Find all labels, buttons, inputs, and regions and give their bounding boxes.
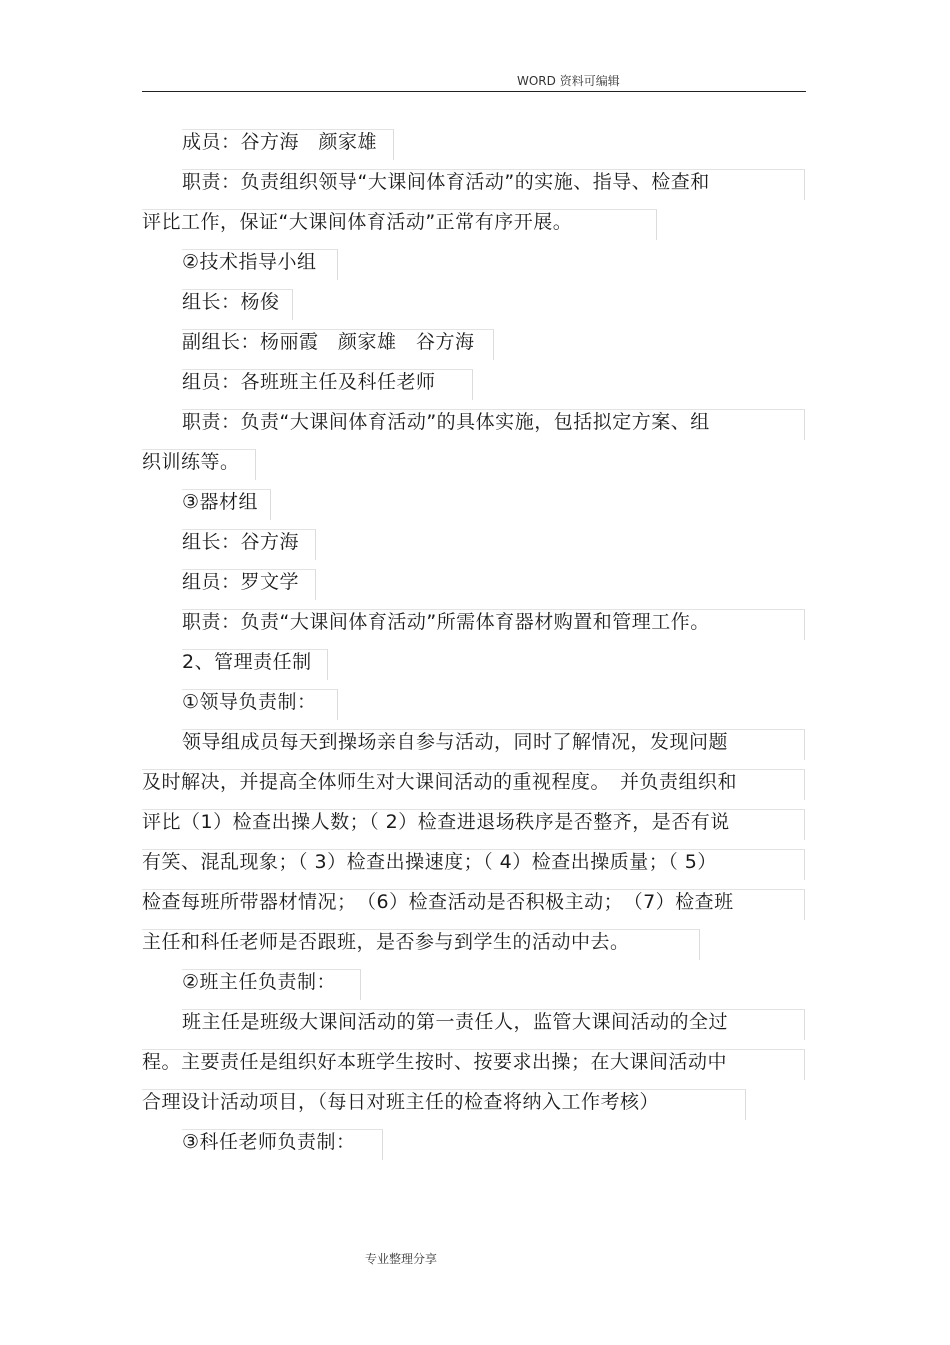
text-line: 评比（1）检查出操人数；（ 2）检查进退场秩序是否整齐，是否有说 [142, 811, 730, 833]
text-line: 有笑、混乱现象；（ 3）检查出操速度；（ 4）检查出操质量；（ 5） [142, 851, 717, 873]
text-line: ③器材组 [182, 491, 259, 513]
text-line: 组员：各班班主任及科任老师 [182, 371, 436, 393]
text-line: 职责：负责组织领导“大课间体育活动”的实施、指导、检查和 [182, 171, 710, 193]
text-line: 评比工作，保证“大课间体育活动”正常有序开展。 [142, 211, 573, 233]
text-line: 成员：谷方海 颜家雄 [182, 131, 378, 153]
page-header: WORD 资料可编辑 [517, 74, 620, 88]
text-line: 合理设计活动项目，（每日对班主任的检查将纳入工作考核） [142, 1091, 660, 1113]
page-footer: 专业整理分享 [365, 1252, 438, 1266]
header-rule [142, 91, 806, 92]
text-line: 副组长：杨丽霞 颜家雄 谷方海 [182, 331, 475, 353]
text-line: ②班主任负责制： [182, 971, 337, 993]
text-line: 检查每班所带器材情况； （6）检查活动是否积极主动； （7）检查班 [142, 891, 734, 913]
text-line: 及时解决，并提高全体师生对大课间活动的重视程度。 并负责组织和 [142, 771, 738, 793]
text-line: 组长：谷方海 [182, 531, 300, 553]
text-line: 班主任是班级大课间活动的第一责任人，监管大课间活动的全过 [182, 1011, 729, 1033]
text-line: 织训练等。 [142, 451, 240, 473]
text-line: 职责：负责“大课间体育活动”所需体育器材购置和管理工作。 [182, 611, 710, 633]
text-line: 组长：杨俊 [182, 291, 280, 313]
text-line: 主任和科任老师是否跟班，是否参与到学生的活动中去。 [142, 931, 630, 953]
text-line: 领导组成员每天到操场亲自参与活动，同时了解情况，发现问题 [182, 731, 729, 753]
text-line: 职责：负责“大课间体育活动”的具体实施，包括拟定方案、组 [182, 411, 710, 433]
text-line: 2、管理责任制 [182, 651, 312, 673]
text-line: 组员：罗文学 [182, 571, 300, 593]
text-line: 程。主要责任是组织好本班学生按时、按要求出操；在大课间活动中 [142, 1051, 728, 1073]
text-line: ②技术指导小组 [182, 251, 317, 273]
text-line: ①领导负责制： [182, 691, 317, 713]
text-line: ③科任老师负责制： [182, 1131, 356, 1153]
